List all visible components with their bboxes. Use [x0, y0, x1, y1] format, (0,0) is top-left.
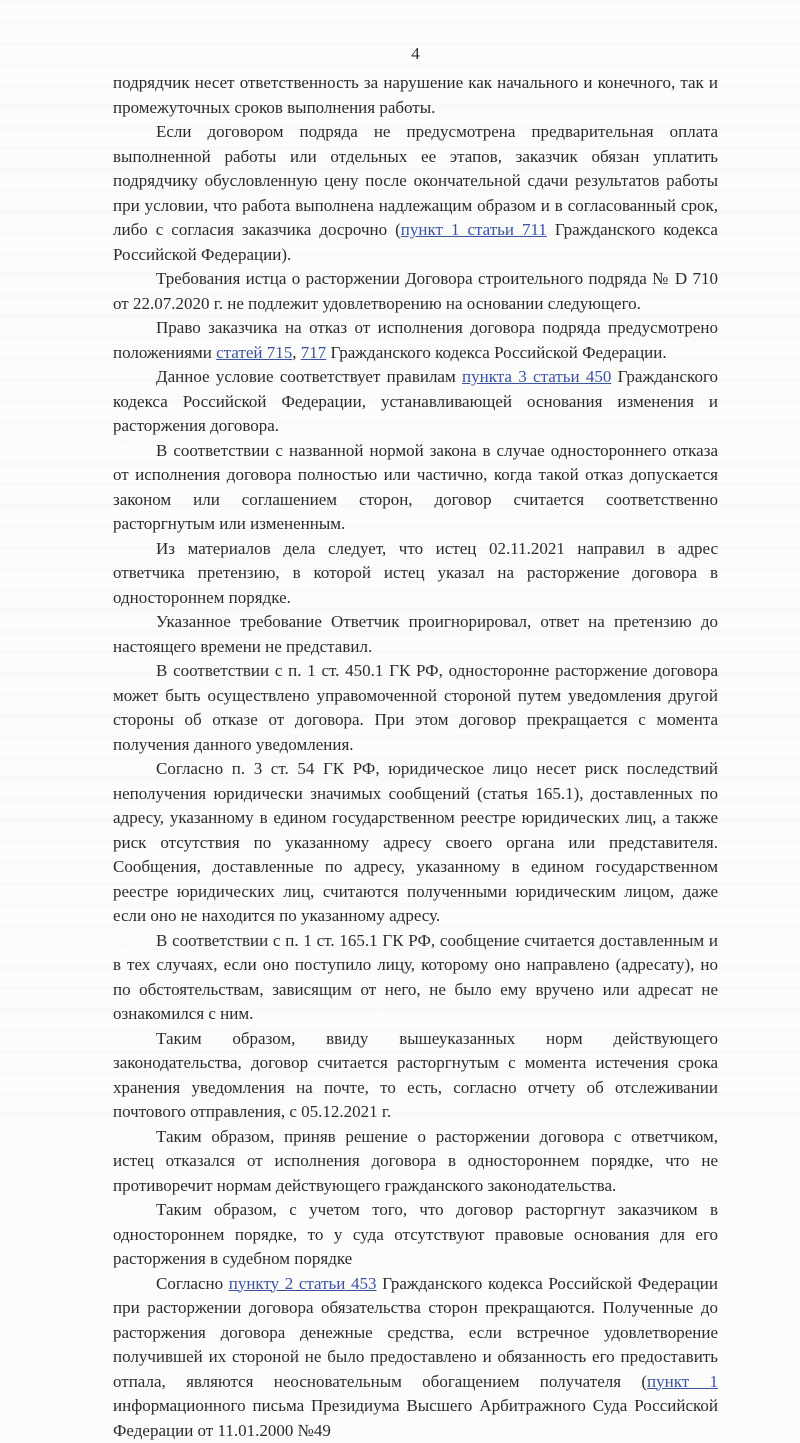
statute-link[interactable]: пункт 1 [647, 1372, 718, 1391]
statute-link[interactable]: статей 715 [216, 343, 292, 362]
paragraph: Из материалов дела следует, что истец 02.11.2021 направил в адрес ответчика претензию, в которой истец указал на расторжение договора в одностороннем порядке. [113, 537, 718, 611]
paragraph: Согласно п. 3 ст. 54 ГК РФ, юридическое лицо несет риск последствий неполучения юридически значимых сообщений (статья 165.1), доставленных по адресу, указанному в едином государственном реестре юридических лиц, а также риск отсутствия по указанному адресу своего органа или представителя. Сообщения, доставленные по адресу, указанному в едином государственном реестре юридических лиц, считаются полученными юридическим лицом, даже если оно не находится по указанному адресу. [113, 757, 718, 929]
paragraph: В соответствии с названной нормой закона в случае одностороннего отказа от исполнения договора полностью или частично, когда такой отказ допускается законом или соглашением сторон, договор считается соответственно расторгнутым или измененным. [113, 439, 718, 537]
paragraph: Таким образом, ввиду вышеуказанных норм действующего законодательства, договор считается расторгнутым с момента истечения срока хранения уведомления на почте, то есть, согласно отчету об отслеживании почтового отправления, с 05.12.2021 г. [113, 1027, 718, 1125]
paragraph: Указанное требование Ответчик проигнорировал, ответ на претензию до настоящего времени не представил. [113, 610, 718, 659]
statute-link[interactable]: пункта 3 статьи 450 [462, 367, 611, 386]
paragraph: Данное условие соответствует правилам пункта 3 статьи 450 Гражданского кодекса Российской Федерации, устанавливающей основания изменения и расторжения договора. [113, 365, 718, 439]
paragraph: В соответствии с п. 1 ст. 450.1 ГК РФ, односторонне расторжение договора может быть осуществлено управомоченной стороной путем уведомления другой стороны об отказе от договора. При этом договор прекращается с момента получения данного уведомления. [113, 659, 718, 757]
statute-link[interactable]: 717 [301, 343, 327, 362]
paragraph: подрядчик несет ответственность за нарушение как начального и конечного, так и промежуточных сроков выполнения работы. [113, 71, 718, 120]
paragraph: Если договором подряда не предусмотрена предварительная оплата выполненной работы или отдельных ее этапов, заказчик обязан уплатить подрядчику обусловленную цену после окончательной сдачи результатов работы при условии, что работа выполнена надлежащим образом и в согласованный срок, либо с согласия заказчика досрочно (пункт 1 статьи 711 Гражданского кодекса Российской Федерации). [113, 120, 718, 267]
document-body [113, 71, 718, 1443]
statute-link[interactable]: пункт 1 статьи 711 [401, 220, 547, 239]
paragraph: Согласно пункту 2 статьи 453 Гражданского кодекса Российской Федерации при расторжении договора обязательства сторон прекращаются. Полученные до расторжения договора денежные средства, если встречное удовлетворение получившей их стороной не было предоставлено и обязанность его предоставить отпала, являются неосновательным обогащением получателя (пункт 1 информационного письма Президиума Высшего Арбитражного Суда Российской Федерации от 11.01.2000 №49 [113, 1272, 718, 1443]
paragraph: Право заказчика на отказ от исполнения договора подряда предусмотрено положениями статей 715, 717 Гражданского кодекса Российской Федерации. [113, 316, 718, 365]
page-number: 4 [113, 44, 718, 64]
paragraph: Таким образом, с учетом того, что договор расторгнут заказчиком в одностороннем порядке, то у суда отсутствуют правовые основания для его расторжения в судебном порядке [113, 1198, 718, 1272]
paragraph: Таким образом, приняв решение о расторжении договора с ответчиком, истец отказался от исполнения договора в одностороннем порядке, что не противоречит нормам действующего гражданского законодательства. [113, 1125, 718, 1199]
paragraph: Требования истца о расторжении Договора строительного подряда № D 710 от 22.07.2020 г. не подлежит удовлетворению на основании следующего. [113, 267, 718, 316]
statute-link[interactable]: пункту 2 статьи 453 [229, 1274, 377, 1293]
paragraph: В соответствии с п. 1 ст. 165.1 ГК РФ, сообщение считается доставленным и в тех случаях, если оно поступило лицу, которому оно направлено (адресату), но по обстоятельствам, зависящим от него, не было ему вручено или адресат не ознакомился с ним. [113, 929, 718, 1027]
